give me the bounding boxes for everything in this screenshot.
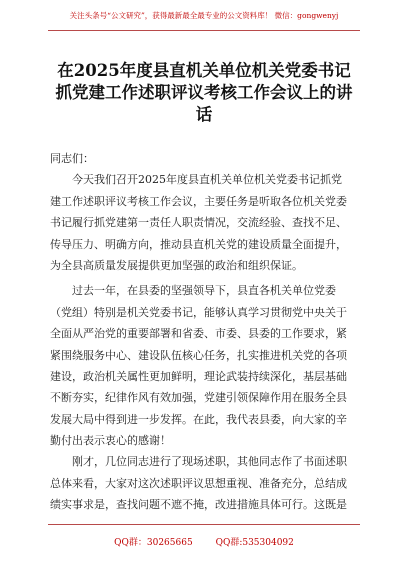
footer-qq-group-1: QQ群：30265665 <box>114 538 193 548</box>
footer-qq-group-2: QQ群:535304092 <box>215 538 294 548</box>
paragraph-line: 过去一年，在县委的坚强领导下，县直各机关单位党委 <box>72 284 336 298</box>
title-line: 抓党建工作述职评议考核工作会议上的讲 <box>55 83 353 102</box>
paragraph-line: 不断夯实，纪律作风有效加强，党建引领保障作用在服务全县 <box>50 391 347 405</box>
paragraph-line: 书记履行抓党建第一责任人职责情况，交流经验、查找不足、 <box>50 216 347 230</box>
salutation: 同志们： <box>50 152 94 165</box>
paragraph-line: 为全县高质量发展提供更加坚强的政治和组织保证。 <box>50 258 303 272</box>
title-line: 在2025年度县直机关单位机关党委书记 <box>57 61 351 80</box>
footer-divider <box>48 524 360 525</box>
paragraph-line: 绩实事求是，查找问题不遮不掩，改进措施具体可行。这既是 <box>50 498 347 512</box>
paragraph-line: 建工作述职评议考核工作会议，主要任务是听取各位机关党委 <box>50 194 347 208</box>
document-body <box>50 148 362 516</box>
paragraph-line: 发展大局中得到进一步发挥。在此，我代表县委，向大家的辛 <box>50 412 347 426</box>
footer <box>0 535 408 548</box>
title-line: 话 <box>195 105 213 124</box>
paragraph-line: 今天我们召开2025年度县直机关单位机关党委书记抓党 <box>72 173 342 187</box>
header-note: 关注头条号“公文研究”，获得最新最全最专业的公文资料库！ 微信：gongwenyj <box>69 11 339 20</box>
paragraph-line: 传导压力、明确方向，推动县直机关党的建设质量全面提升， <box>50 237 347 251</box>
document-title <box>40 60 368 126</box>
paragraph-line: 总体来看，大家对这次述职评议思想重视、准备充分，总结成 <box>50 476 347 490</box>
paragraph-line: 紧围绕服务中心、建设队伍核心任务，扎实推进机关党的各项 <box>50 348 347 362</box>
header-divider <box>48 30 360 31</box>
paragraph-line: 勤付出表示衷心的感谢！ <box>50 434 171 448</box>
paragraph-line: 建设，政治机关属性更加鲜明，理论武装持续深化，基层基础 <box>50 369 347 383</box>
paragraph-line: 刚才，几位同志进行了现场述职，其他同志作了书面述职 <box>72 455 347 469</box>
paragraph-line: （党组）特别是机关党委书记，能够认真学习贯彻党中央关于 <box>50 305 347 319</box>
paragraph-line: 全面从严治党的重要部署和省委、市委、县委的工作要求，紧 <box>50 327 347 341</box>
